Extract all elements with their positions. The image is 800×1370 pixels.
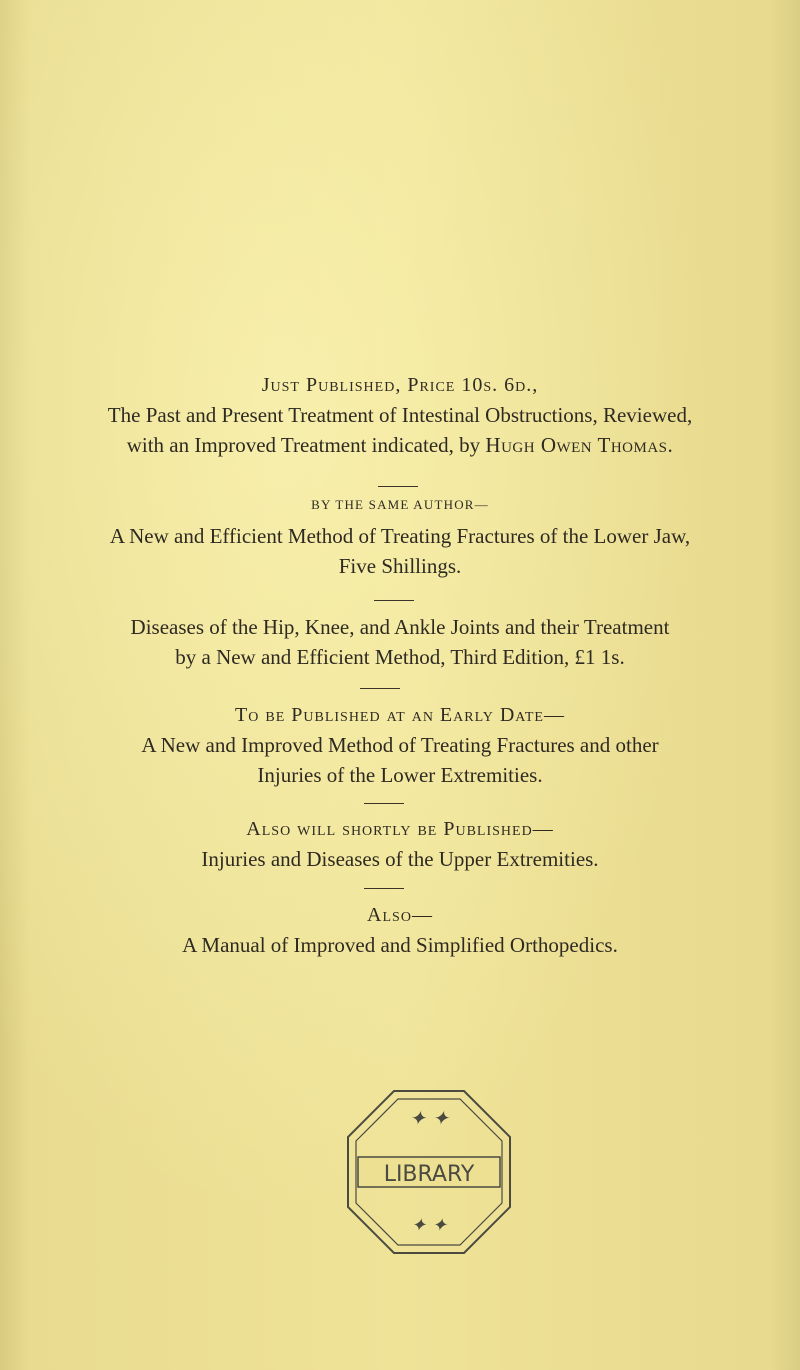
to-be-published-section: [0, 700, 800, 790]
stamp-ring-text-bottom: ✦ ✦: [411, 1215, 447, 1236]
orthopedics-manual-title: A Manual of Improved and Simplified Orthopedics.: [182, 933, 618, 957]
same-author-section: [0, 495, 800, 581]
divider-rule: [378, 486, 418, 487]
divider-rule: [364, 888, 404, 889]
stamp-ring-text-top: ✦ ✦: [409, 1106, 449, 1130]
same-author-heading: BY THE SAME AUTHOR—: [311, 497, 489, 512]
also-shortly-section: [0, 814, 800, 874]
just-published-section: [0, 370, 800, 460]
intestinal-obstructions-title-line1: The Past and Present Treatment of Intestinal Obstructions, Reviewed,: [107, 403, 693, 427]
upper-extremities-title: Injuries and Diseases of the Upper Extremities.: [201, 847, 599, 871]
title-line2-text: with an Improved Treatment indicated, by: [126, 433, 486, 457]
just-published-heading: Just Published, Price 10s. 6d.,: [261, 374, 539, 396]
hip-knee-ankle-title-line1: Diseases of the Hip, Knee, and Ankle Joints and their Treatment: [130, 615, 670, 639]
lower-extremities-title-line1: A New and Improved Method of Treating Fractures and other: [141, 733, 659, 757]
lower-jaw-title-line1: A New and Efficient Method of Treating Fractures of the Lower Jaw,: [109, 524, 691, 548]
also-section: [0, 900, 800, 960]
divider-rule: [374, 600, 414, 601]
intestinal-obstructions-title-line2: [0, 430, 800, 460]
also-shortly-heading: Also will shortly be Published—: [246, 818, 554, 840]
hip-knee-ankle-title-line2: by a New and Efficient Method, Third Edition, £1 1s.: [175, 645, 625, 669]
divider-rule: [360, 688, 400, 689]
lower-jaw-price: Five Shillings.: [338, 554, 462, 578]
library-stamp: [342, 1085, 516, 1259]
stamp-label: LIBRARY: [383, 1162, 475, 1187]
author-name: Hugh Owen Thomas.: [485, 433, 674, 457]
lower-extremities-title-line2: Injuries of the Lower Extremities.: [257, 763, 543, 787]
to-be-published-heading: To be Published at an Early Date—: [235, 704, 565, 726]
also-heading: Also—: [367, 904, 433, 926]
divider-rule: [364, 803, 404, 804]
hip-knee-ankle-section: [0, 612, 800, 672]
